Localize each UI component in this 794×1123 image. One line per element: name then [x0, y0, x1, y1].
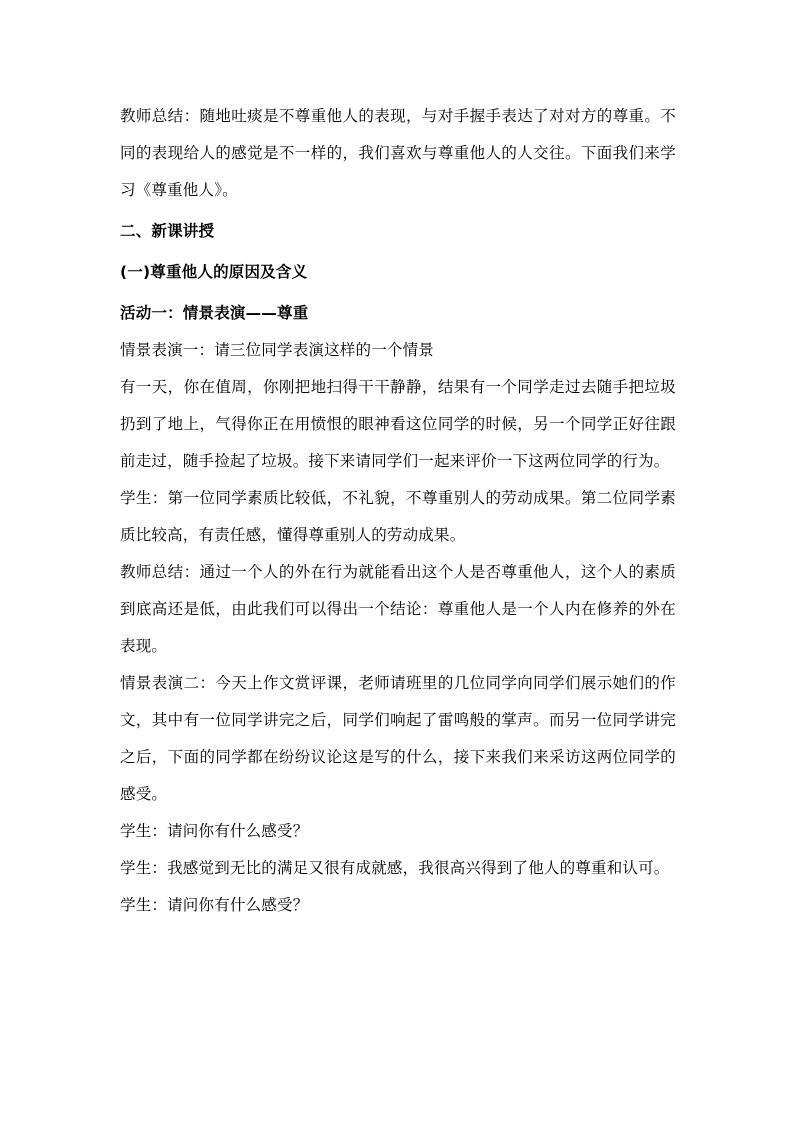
- paragraph-student-answer-1: 学生：我感觉到无比的满足又很有成就感，我很高兴得到了他人的尊重和认可。: [120, 859, 670, 877]
- section-heading-new-lesson: 二、新课讲授: [120, 222, 215, 240]
- paragraph-teacher-summary-2: 教师总结：通过一个人的外在行为就能看出这个人是否尊重他人，这个人的素质到底高还是低，由此我们可以得出一个结论：尊重他人是一个人内在修养的外在表现。: [120, 563, 676, 655]
- paragraph-teacher-summary-1: 教师总结：随地吐痰是不尊重他人的表现，与对手握手表达了对对方的尊重。不同的表现给人的感觉是不一样的，我们喜欢与尊重他人的人交往。下面我们来学习《尊重他人》。: [120, 107, 676, 199]
- paragraph-student-evaluation: 学生：第一位同学素质比较低，不礼貌，不尊重别人的劳动成果。第二位同学素质比较高，有责任感，懂得尊重别人的劳动成果。: [120, 489, 676, 544]
- paragraph-scene-one-story: 有一天，你在值周，你刚把地扫得干干静静，结果有一个同学走过去随手把垃圾扔到了地上，气得你正在用愤恨的眼神看这位同学的时候，另一个同学正好往跟前走过，随手捡起了垃圾。接下来请同学们一起来评价一下这两位同学的行为。: [120, 378, 676, 470]
- paragraph-scene-one-intro: 情景表演一：请三位同学表演这样的一个情景: [120, 341, 435, 359]
- paragraph-scene-two: 情景表演二：今天上作文赏评课，老师请班里的几位同学向同学们展示她们的作文，其中有一位同学讲完之后，同学们响起了雷鸣般的掌声。而另一位同学讲完之后，下面的同学都在纷纷议论这是写的什么，接下来我们来采访这两位同学的感受。: [120, 674, 676, 803]
- paragraph-student-question-1: 学生：请问你有什么感受？: [120, 822, 309, 840]
- document-page: [120, 98, 676, 924]
- paragraph-student-question-2: 学生：请问你有什么感受？: [120, 896, 309, 914]
- subsection-heading-respect-reasons: (一)尊重他人的原因及含义: [120, 263, 308, 281]
- activity-heading-role-play: 活动一：情景表演——尊重: [120, 304, 309, 322]
